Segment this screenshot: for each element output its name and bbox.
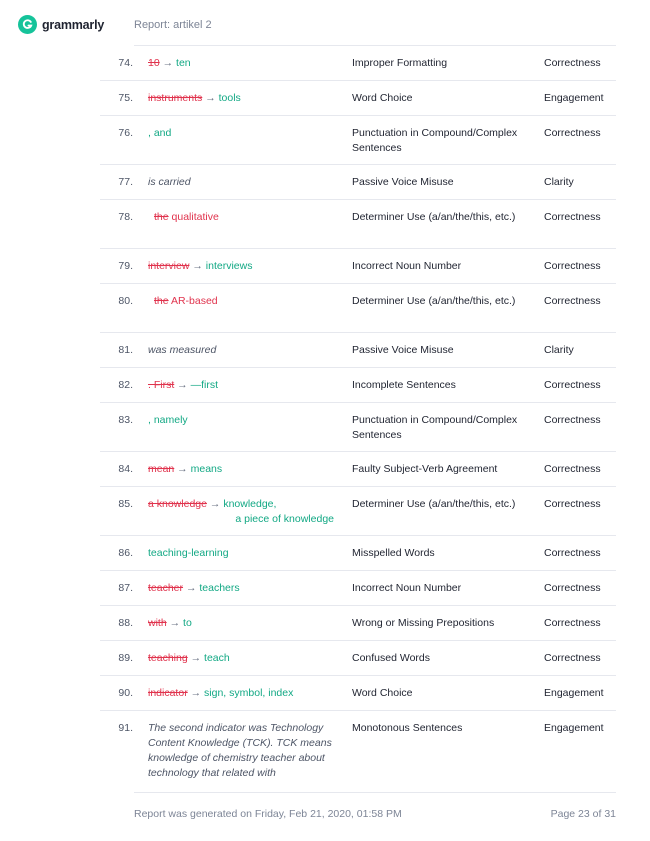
- arrow-icon: →: [174, 463, 191, 475]
- replacement-text: to: [183, 617, 192, 629]
- row-number: 90.: [118, 687, 133, 699]
- row-number: 87.: [118, 582, 133, 594]
- suggestion-cell: [148, 413, 344, 428]
- row-number: 88.: [118, 617, 133, 629]
- issue-type: Word Choice: [352, 92, 413, 104]
- generated-timestamp: Report was generated on Friday, Feb 21, 2020, 01:58 PM: [134, 808, 402, 820]
- suggestion-cell: [148, 343, 344, 358]
- issue-type: Word Choice: [352, 687, 413, 699]
- deleted-text: . First: [148, 379, 175, 391]
- table-row: [100, 641, 616, 676]
- issue-type: Monotonous Sentences: [352, 722, 463, 734]
- deleted-text: teacher: [148, 582, 184, 594]
- issue-type: Faulty Subject-Verb Agreement: [352, 463, 498, 475]
- row-number: 86.: [118, 547, 133, 559]
- original-text: was measured: [148, 344, 217, 356]
- deleted-text: instruments: [148, 92, 203, 104]
- issue-category: Correctness: [544, 652, 601, 664]
- arrow-icon: →: [189, 260, 206, 272]
- issue-type: Misspelled Words: [352, 547, 435, 559]
- issue-type: Confused Words: [352, 652, 431, 664]
- issue-type: Incorrect Noun Number: [352, 260, 462, 272]
- table-row: [100, 452, 616, 487]
- issue-type: Determiner Use (a/an/the/this, etc.): [352, 295, 516, 307]
- deleted-text: a knowledge: [148, 498, 207, 510]
- suggestion-cell: [154, 294, 350, 309]
- issue-category: Engagement: [544, 722, 604, 734]
- issue-category: Correctness: [544, 498, 601, 510]
- issue-category: Correctness: [544, 617, 601, 629]
- suggestion-cell: [148, 721, 344, 781]
- issue-category: Engagement: [544, 92, 604, 104]
- arrow-icon: →: [202, 92, 219, 104]
- suggestion-cell: [148, 259, 344, 274]
- footer-divider: [134, 792, 616, 793]
- issue-category: Clarity: [544, 176, 574, 188]
- arrow-icon: →: [187, 652, 205, 664]
- row-number: 84.: [118, 463, 133, 475]
- original-text: is carried: [148, 176, 191, 188]
- table-row: [100, 81, 616, 116]
- row-number: 76.: [118, 127, 133, 139]
- issue-type: Wrong or Missing Prepositions: [352, 617, 495, 629]
- row-number: 75.: [118, 92, 133, 104]
- replacement-text: teach: [204, 652, 230, 664]
- issue-category: Correctness: [544, 295, 601, 307]
- logo-text: grammarly: [42, 17, 105, 32]
- suggestion-cell: [148, 616, 344, 631]
- table-row: [100, 249, 616, 284]
- issue-category: Correctness: [544, 57, 601, 69]
- deleted-text: with: [148, 617, 167, 629]
- table-row: [100, 116, 616, 165]
- table-row: [100, 711, 616, 786]
- replacement-text: tools: [218, 92, 241, 104]
- table-row: [100, 403, 616, 452]
- table-row: [100, 536, 616, 571]
- report-header: [0, 0, 650, 50]
- deleted-text: indicator: [148, 687, 188, 699]
- context-text: qualitative: [171, 211, 219, 223]
- table-row: [100, 487, 616, 536]
- suggestion-cell: [148, 91, 344, 106]
- suggestion-cell: [148, 546, 344, 561]
- issue-type: Determiner Use (a/an/the/this, etc.): [352, 498, 516, 510]
- issue-category: Correctness: [544, 463, 601, 475]
- issue-category: Correctness: [544, 211, 601, 223]
- suggestion-cell: [154, 210, 350, 225]
- issue-category: Engagement: [544, 687, 604, 699]
- original-text: The second indicator was Technology Content Knowledge (TCK). TCK means knowledge of chemistry teacher about technology that related with: [148, 722, 332, 779]
- suggestion-cell: [148, 56, 344, 71]
- report-title: Report: artikel 2: [134, 19, 212, 31]
- context-text: AR-based: [170, 295, 218, 307]
- deleted-text: mean: [148, 463, 175, 475]
- arrow-icon: →: [187, 687, 205, 699]
- suggestion-cell: [148, 126, 344, 141]
- row-number: 85.: [118, 498, 133, 510]
- row-number: 91.: [118, 722, 133, 734]
- issue-type: Punctuation in Compound/Complex Sentences: [352, 414, 518, 441]
- table-row: [100, 284, 616, 333]
- inserted-text: , namely: [148, 414, 188, 426]
- issue-type: Punctuation in Compound/Complex Sentences: [352, 127, 518, 154]
- issue-category: Correctness: [544, 414, 601, 426]
- table-row: [100, 676, 616, 711]
- issue-category: Correctness: [544, 127, 601, 139]
- row-number: 83.: [118, 414, 133, 426]
- replacement-text: teachers: [199, 582, 240, 594]
- issue-type: Determiner Use (a/an/the/this, etc.): [352, 211, 516, 223]
- row-number: 82.: [118, 379, 133, 391]
- deleted-text: the: [154, 211, 169, 223]
- arrow-icon: →: [159, 57, 177, 69]
- replacement-text: interviews: [205, 260, 253, 272]
- deleted-text: teaching: [148, 652, 188, 664]
- suggestion-cell: [148, 651, 344, 666]
- arrow-icon: →: [183, 582, 200, 594]
- table-row: [100, 165, 616, 200]
- suggestion-cell: [148, 378, 344, 393]
- suggestion-cell: [148, 497, 344, 527]
- arrow-icon: →: [174, 379, 191, 391]
- inserted-text: , and: [148, 127, 172, 139]
- issue-category: Correctness: [544, 582, 601, 594]
- issue-type: Passive Voice Misuse: [352, 176, 454, 188]
- grammarly-g-icon: [18, 15, 37, 34]
- issue-type: Improper Formatting: [352, 57, 448, 69]
- table-row: [100, 571, 616, 606]
- issue-type: Passive Voice Misuse: [352, 344, 454, 356]
- table-row: [100, 46, 616, 81]
- replacement-text: —first: [190, 379, 219, 391]
- table-row: [100, 606, 616, 641]
- row-number: 77.: [118, 176, 133, 188]
- issue-category: Clarity: [544, 344, 574, 356]
- suggestion-cell: [148, 581, 344, 596]
- deleted-text: interview: [148, 260, 190, 272]
- row-number: 79.: [118, 260, 133, 272]
- page-number: Page 23 of 31: [550, 808, 616, 820]
- replacement-text: means: [190, 463, 223, 475]
- table-row: [100, 333, 616, 368]
- row-number: 89.: [118, 652, 133, 664]
- issue-type: Incorrect Noun Number: [352, 582, 462, 594]
- deleted-text: 10: [148, 57, 160, 69]
- issue-category: Correctness: [544, 547, 601, 559]
- issue-type: Incomplete Sentences: [352, 379, 456, 391]
- issue-category: Correctness: [544, 260, 601, 272]
- grammarly-logo: [18, 15, 104, 34]
- suggestions-table: [100, 46, 616, 786]
- inserted-text: teaching-learning: [148, 547, 229, 559]
- suggestion-cell: [148, 686, 344, 701]
- arrow-icon: →: [206, 498, 224, 510]
- replacement-text: ten: [176, 57, 191, 69]
- replacement-text: knowledge,: [223, 498, 277, 510]
- suggestion-cell: [148, 462, 344, 477]
- suggestion-cell: [148, 175, 344, 190]
- table-row: [100, 200, 616, 249]
- issue-category: Correctness: [544, 379, 601, 391]
- row-number: 80.: [118, 295, 133, 307]
- replacement-alternative: a piece of knowledge: [235, 513, 334, 525]
- replacement-text: sign, symbol, index: [204, 687, 294, 699]
- row-number: 81.: [118, 344, 133, 356]
- arrow-icon: →: [166, 617, 184, 629]
- row-number: 78.: [118, 211, 133, 223]
- row-number: 74.: [118, 57, 133, 69]
- deleted-text: the: [154, 295, 169, 307]
- table-row: [100, 368, 616, 403]
